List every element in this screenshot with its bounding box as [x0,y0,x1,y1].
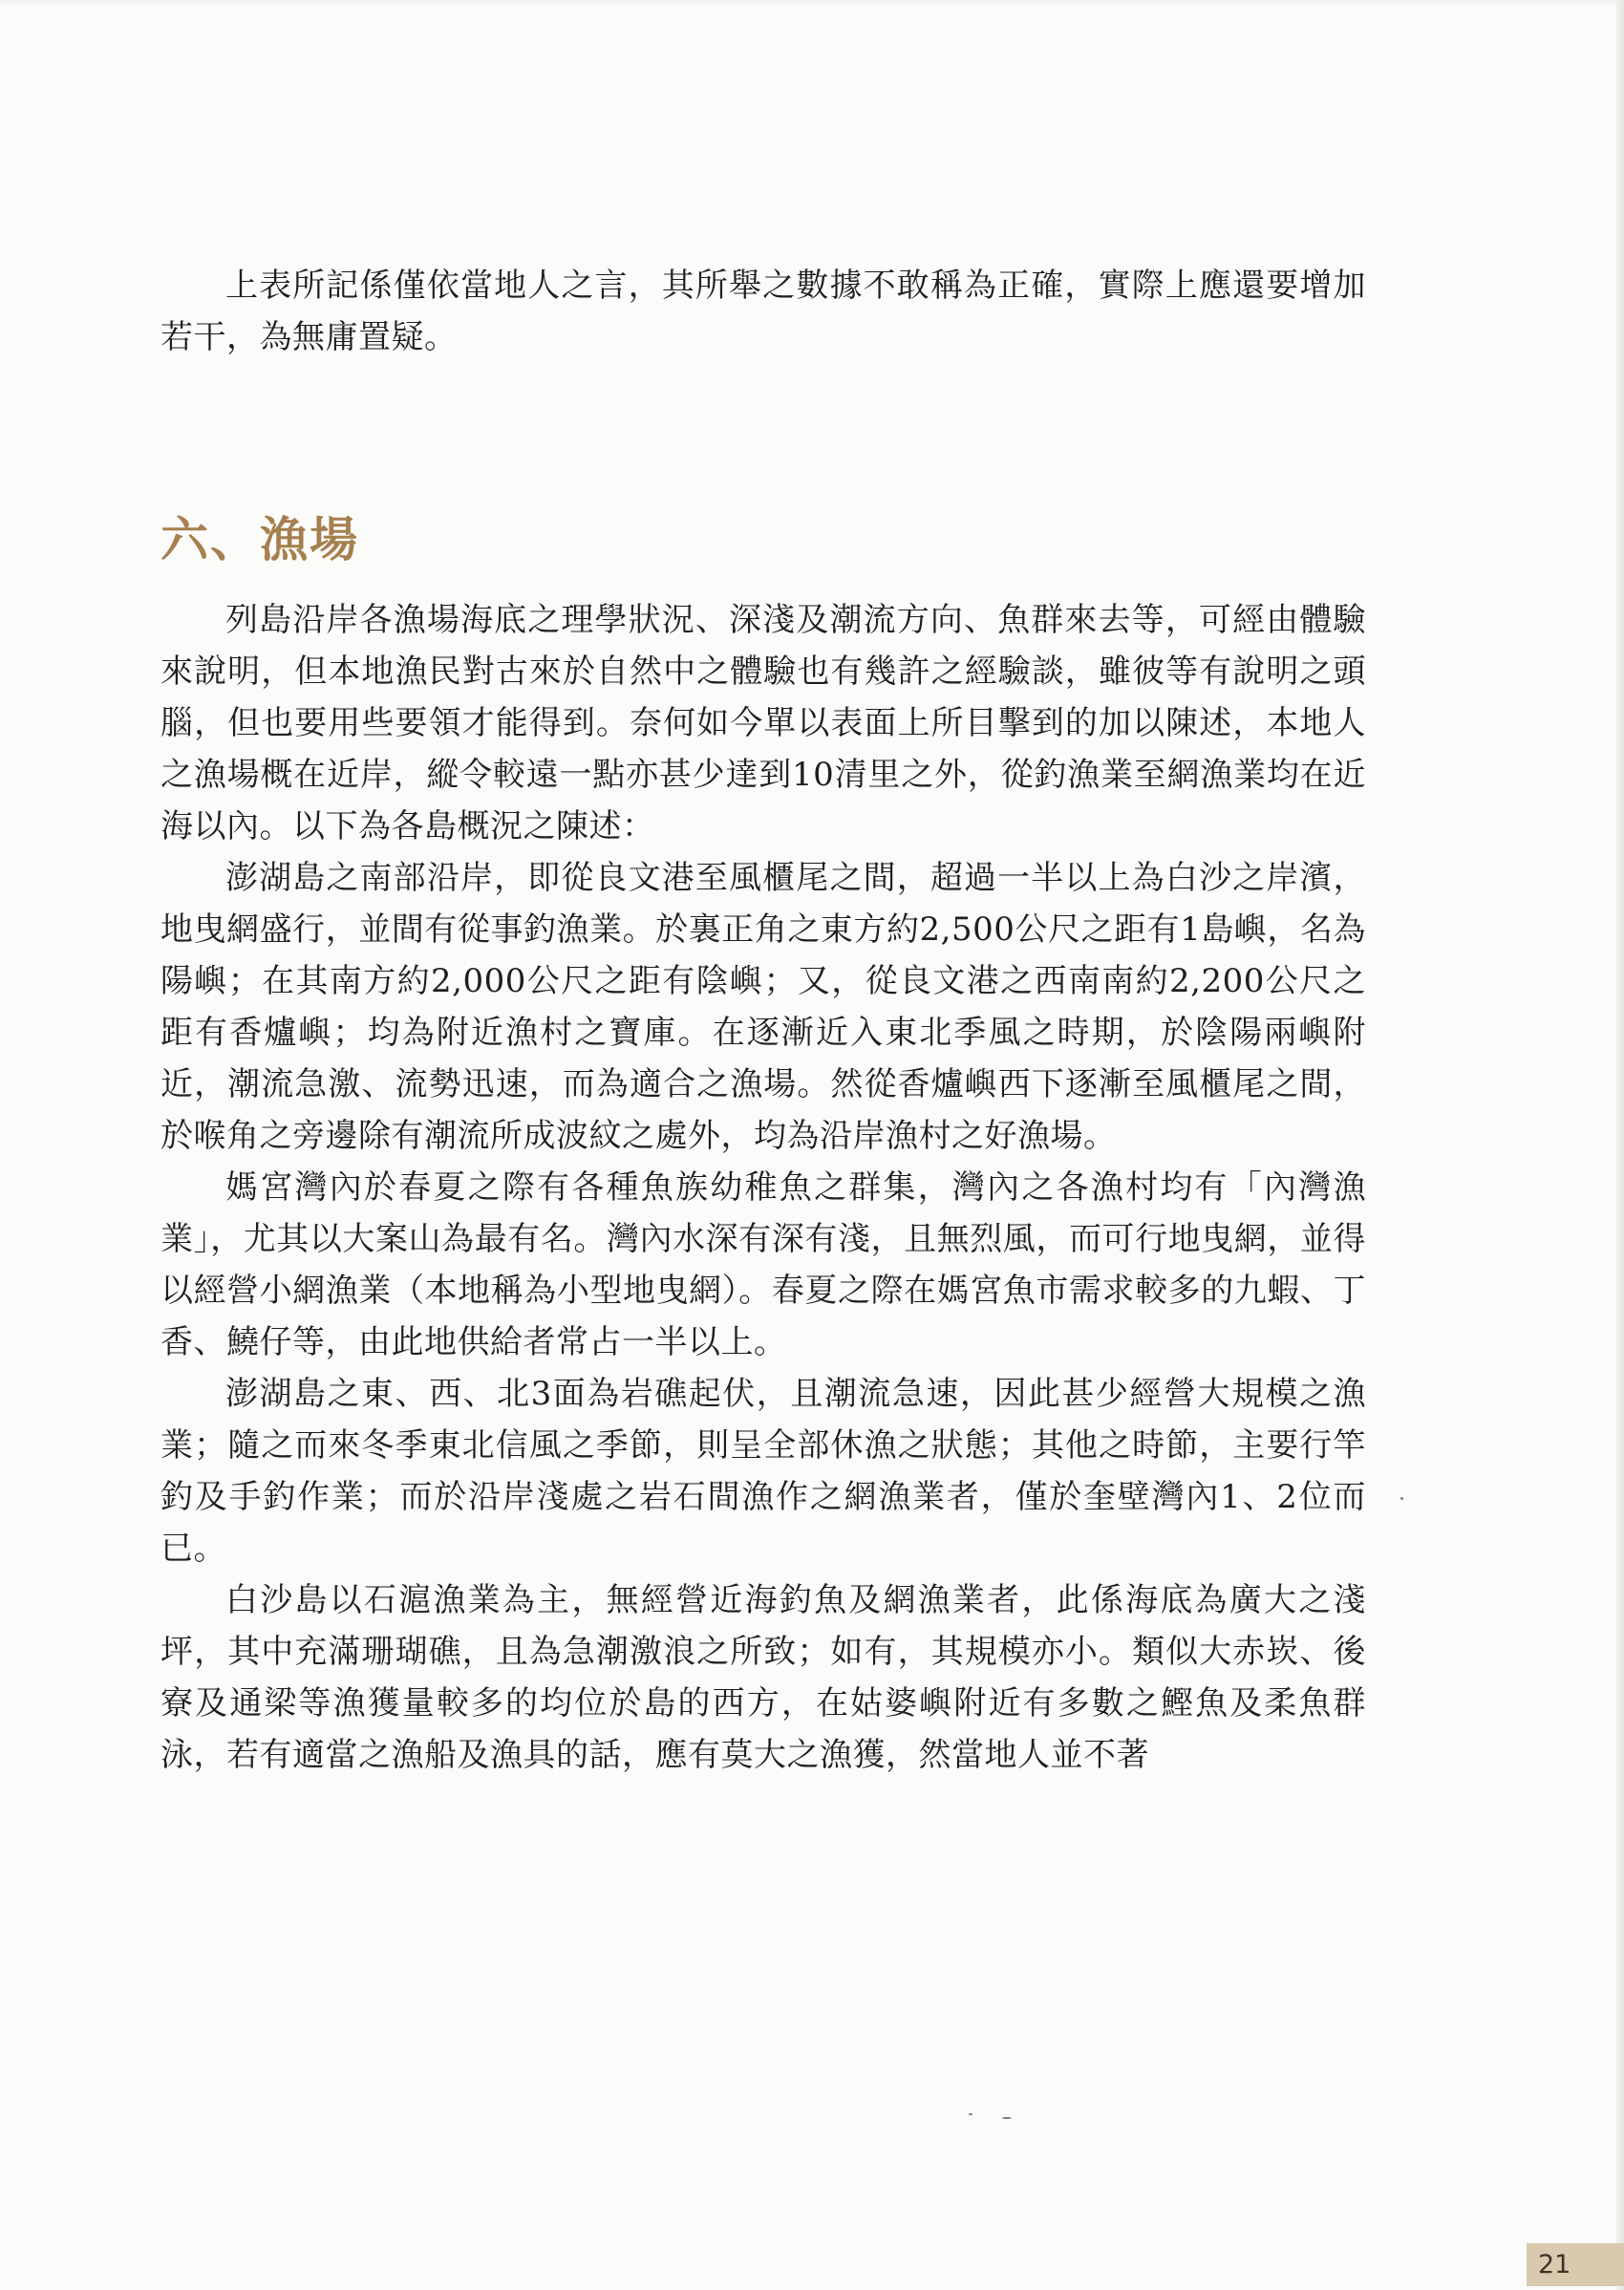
section-fishing-grounds [160,506,1366,1781]
scan-speck [1400,1497,1403,1500]
section-title: 六、漁場 [160,512,359,567]
body-paragraph: 澎湖島之南部沿岸，即從良文港至風櫃尾之間，超過一半以上為白沙之岸濱，地曳網盛行，並間有從事釣漁業。於裏正角之東方約2,500公尺之距有1島嶼，名為陽嶼；在其南方約2,000公尺之距有陰嶼；又，從良文港之西南南約2,200公尺之距有香爐嶼；均為附近漁村之寶庫。在逐漸近入東北季風之時期，於陰陽兩嶼附近，潮流急激、流勢迅速，而為適合之漁場。然從香爐嶼西下逐漸至風櫃尾之間，於喉角之旁邊除有潮流所成波紋之處外，均為沿岸漁村之好漁場。 [160,859,1366,1155]
intro-paragraph: 上表所記係僅依當地人之言，其所舉之數據不敢稱為正確，實際上應還要增加若干，為無庸置疑。 [160,267,1366,356]
scan-speck [969,2113,972,2115]
body-paragraph: 澎湖島之東、西、北3面為岩礁起伏，且潮流急速，因此甚少經營大規模之漁業；隨之而來冬季東北信風之季節，則呈全部休漁之狀態；其他之時節，主要行竿釣及手釣作業；而於沿岸淺處之岩石間漁作之網漁業者，僅於奎壁灣內1、2位而已。 [160,1375,1366,1568]
body-paragraph: 媽宮灣內於春夏之際有各種魚族幼稚魚之群集，灣內之各漁村均有「內灣漁業」，尤其以大案山為最有名。灣內水深有深有淺，且無烈風，而可行地曳網，並得以經營小網漁業（本地稱為小型地曳網）。春夏之際在媽宮魚市需求較多的九蝦、丁香、鱙仔等，由此地供給者常占一半以上。 [160,1168,1366,1361]
body-paragraph: 白沙島以石滬漁業為主，無經營近海釣魚及網漁業者，此係海底為廣大之淺坪，其中充滿珊瑚礁，且為急潮激浪之所致；如有，其規模亦小。類似大赤崁、後寮及通梁等漁獲量較多的均位於島的西方，在姑婆嶼附近有多數之鰹魚及柔魚群泳，若有適當之漁船及漁具的話，應有莫大之漁獲，然當地人並不著 [160,1581,1366,1774]
page-number: 21 [1527,2243,1624,2286]
scan-speck [1002,2117,1012,2119]
body-paragraph: 列島沿岸各漁場海底之理學狀況、深淺及潮流方向、魚群來去等，可經由體驗來說明，但本地漁民對古來於自然中之體驗也有幾許之經驗談，雖彼等有說明之頭腦，但也要用些要領才能得到。奈何如今單以表面上所目擊到的加以陳述，本地人之漁場概在近岸，縱令較遠一點亦甚少達到10清里之外，從釣漁業至網漁業均在近海以內。以下為各島概況之陳述： [160,601,1366,845]
page-top-edge [0,0,1624,6]
intro-block [160,260,1366,363]
page-right-edge [1616,0,1624,2290]
